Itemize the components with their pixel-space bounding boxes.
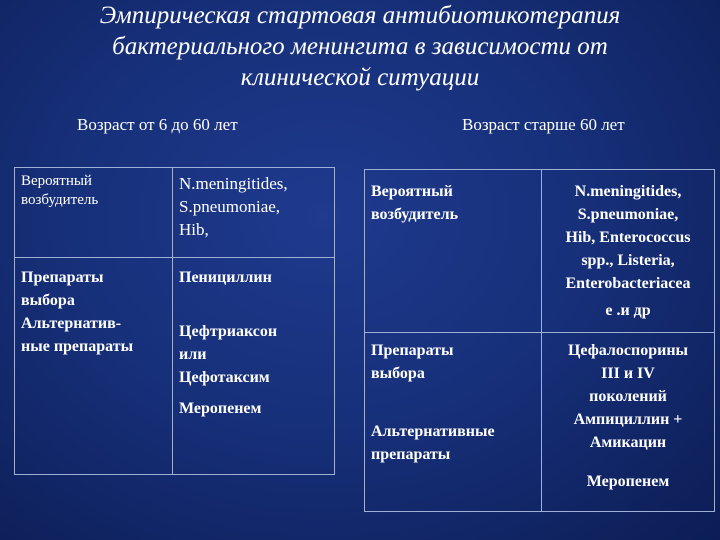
left-choice-label-1: Препараты [21,269,104,286]
left-alt-drug-3: Цефотаксим [179,369,270,386]
right-heading: Возраст старше 60 лет [462,115,625,134]
left-pathogen-label-2: возбудитель [21,192,99,208]
right-drugs-label [365,333,542,512]
left-drugs-label [15,258,173,475]
right-choice-drug-1: Цефалоспорины [567,342,689,359]
left-pathogen-2: S.pneumoniae, [179,197,281,216]
left-pathogen-label [15,168,173,258]
title-line-2: бактериального менингита в зависимости от [112,33,608,60]
right-choice-drug-3: поколений [589,388,667,405]
left-pathogen-label-1: Вероятный [21,173,92,189]
slide-title [20,0,700,93]
title-line-1: Эмпирическая стартовая антибиотикотерапия [99,2,621,29]
right-choice-label-2: выбора [371,365,425,382]
right-alt-drug-3: Меропенем [586,473,670,490]
title-line-3: клинической ситуации [240,64,480,91]
left-choice-drug: Пенициллин [179,269,272,286]
left-pathogen-value [173,168,335,258]
right-choice-drug-2: III и IV [601,365,655,382]
left-pathogen-3: Hib, [179,220,209,239]
left-drugs-value [173,258,335,475]
left-choice-label-2: выбора [21,292,75,309]
right-pathogen-4: spp., Listeria, [581,252,675,269]
right-pathogen-2: S.pneumoniae, [577,206,679,223]
right-alt-label-2: препараты [371,446,451,463]
right-alt-label-1: Альтернативные [371,423,495,440]
left-alt-drug-1: Цефтриаксон [179,323,278,340]
right-pathogen-1: N.meningitides, [574,183,682,200]
right-alt-drug-1: Ампициллин + [573,411,683,428]
right-pathogen-6: e .и др [605,302,651,319]
left-pathogen-1: N.meningitides, [179,174,288,193]
right-table [364,169,715,512]
left-table [14,167,335,475]
right-drugs-value [542,333,715,512]
right-pathogen-label [365,170,542,333]
left-alt-drug-2: или [179,346,207,363]
left-heading: Возраст от 6 до 60 лет [77,115,238,134]
right-pathogen-5: Enterobacteriacea [565,275,691,292]
right-pathogen-3: Hib, Enterococcus [565,229,691,246]
left-alt-drug-4: Меропенем [179,400,262,417]
right-alt-drug-2: Амикацин [589,434,667,451]
right-pathogen-label-1: Вероятный [371,183,453,200]
right-choice-label-1: Препараты [371,342,454,359]
right-pathogen-value [542,170,715,333]
left-alt-label-2: ные препараты [21,338,134,355]
right-pathogen-label-2: возбудитель [371,206,459,223]
left-alt-label-1: Альтернатив- [21,315,122,332]
